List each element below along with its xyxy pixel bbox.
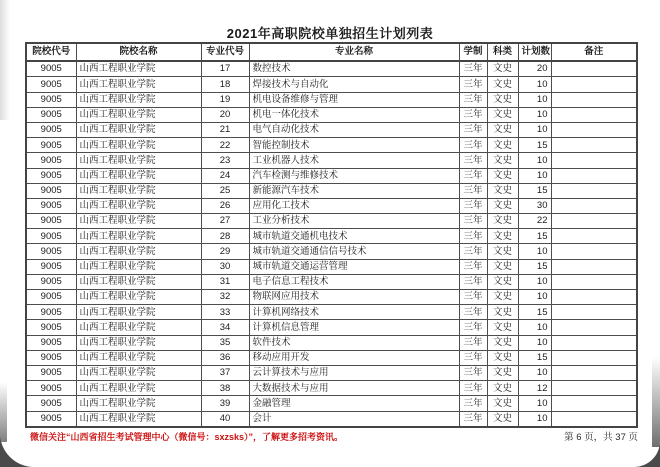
cell-duration: 三年 (459, 183, 487, 198)
cell-remark (551, 244, 637, 259)
table-row (26, 168, 637, 183)
table-body (26, 61, 637, 427)
cell-plan-count: 10 (518, 290, 551, 305)
cell-college-code: 9005 (26, 274, 76, 289)
cell-major-code: 20 (201, 107, 249, 122)
cell-remark (551, 320, 637, 335)
cell-duration: 三年 (459, 198, 487, 213)
cell-plan-count: 10 (518, 244, 551, 259)
cell-plan-count: 10 (518, 153, 551, 168)
cell-plan-count: 10 (518, 92, 551, 107)
cell-major-name: 工业机器人技术 (249, 153, 459, 168)
cell-college-code: 9005 (26, 198, 76, 213)
cell-major-code: 39 (201, 396, 249, 411)
table-row (26, 335, 637, 350)
table-row (26, 107, 637, 122)
cell-subject-type: 文史 (487, 138, 518, 153)
cell-major-name: 机电一体化技术 (249, 107, 459, 122)
table-row (26, 214, 637, 229)
table-row (26, 274, 637, 289)
cell-duration: 三年 (459, 335, 487, 350)
table-row (26, 77, 637, 92)
footer-page-number: 第 6 页，共 37 页 (564, 432, 638, 443)
cell-subject-type: 文史 (487, 244, 518, 259)
cell-duration: 三年 (459, 274, 487, 289)
cell-college-code: 9005 (26, 138, 76, 153)
header-cell-college-name: 院校名称 (76, 43, 201, 61)
cell-plan-count: 10 (518, 365, 551, 380)
cell-college-code: 9005 (26, 396, 76, 411)
cell-major-code: 38 (201, 381, 249, 396)
cell-remark (551, 77, 637, 92)
cell-subject-type: 文史 (487, 335, 518, 350)
cell-major-name: 应用化工技术 (249, 198, 459, 213)
cell-subject-type: 文史 (487, 305, 518, 320)
table-row (26, 350, 637, 365)
cell-duration: 三年 (459, 396, 487, 411)
cell-major-code: 25 (201, 183, 249, 198)
cell-plan-count: 10 (518, 77, 551, 92)
page-edge-shadow-left (0, 0, 10, 120)
cell-college-code: 9005 (26, 107, 76, 122)
cell-college-name: 山西工程职业学院 (76, 198, 201, 213)
table-row (26, 138, 637, 153)
cell-major-code: 31 (201, 274, 249, 289)
header-cell-duration: 学制 (459, 43, 487, 61)
cell-major-code: 29 (201, 244, 249, 259)
table-header (26, 43, 637, 61)
cell-major-name: 机电设备维修与管理 (249, 92, 459, 107)
cell-duration: 三年 (459, 411, 487, 427)
table-row (26, 290, 637, 305)
cell-major-name: 移动应用开发 (249, 350, 459, 365)
cell-college-code: 9005 (26, 61, 76, 77)
cell-college-code: 9005 (26, 320, 76, 335)
header-cell-plan-count: 计划数 (518, 43, 551, 61)
cell-plan-count: 30 (518, 198, 551, 213)
table-row (26, 305, 637, 320)
cell-major-name: 计算机信息管理 (249, 320, 459, 335)
cell-college-name: 山西工程职业学院 (76, 92, 201, 107)
cell-subject-type: 文史 (487, 61, 518, 77)
cell-college-name: 山西工程职业学院 (76, 229, 201, 244)
cell-college-code: 9005 (26, 168, 76, 183)
cell-major-name: 会计 (249, 411, 459, 427)
enrollment-plan-table (25, 42, 638, 428)
cell-major-name: 金融管理 (249, 396, 459, 411)
cell-duration: 三年 (459, 153, 487, 168)
cell-subject-type: 文史 (487, 214, 518, 229)
table-row (26, 122, 637, 137)
cell-remark (551, 92, 637, 107)
cell-plan-count: 15 (518, 183, 551, 198)
cell-remark (551, 122, 637, 137)
cell-plan-count: 15 (518, 350, 551, 365)
cell-college-code: 9005 (26, 259, 76, 274)
cell-college-name: 山西工程职业学院 (76, 365, 201, 380)
cell-remark (551, 198, 637, 213)
cell-duration: 三年 (459, 61, 487, 77)
cell-major-name: 电气自动化技术 (249, 122, 459, 137)
cell-subject-type: 文史 (487, 122, 518, 137)
cell-plan-count: 22 (518, 214, 551, 229)
cell-major-code: 19 (201, 92, 249, 107)
cell-subject-type: 文史 (487, 350, 518, 365)
cell-college-name: 山西工程职业学院 (76, 138, 201, 153)
cell-college-code: 9005 (26, 411, 76, 427)
cell-major-name: 城市轨道交通运营管理 (249, 259, 459, 274)
cell-major-name: 数控技术 (249, 61, 459, 77)
cell-major-code: 24 (201, 168, 249, 183)
cell-remark (551, 274, 637, 289)
table-row (26, 198, 637, 213)
table-row (26, 229, 637, 244)
cell-major-name: 工业分析技术 (249, 214, 459, 229)
table-row (26, 365, 637, 380)
cell-duration: 三年 (459, 107, 487, 122)
header-cell-subject-type: 科类 (487, 43, 518, 61)
cell-college-name: 山西工程职业学院 (76, 77, 201, 92)
cell-major-code: 35 (201, 335, 249, 350)
cell-duration: 三年 (459, 168, 487, 183)
cell-remark (551, 61, 637, 77)
header-cell-major-code: 专业代号 (201, 43, 249, 61)
cell-college-name: 山西工程职业学院 (76, 168, 201, 183)
cell-major-code: 37 (201, 365, 249, 380)
table-row (26, 259, 637, 274)
cell-remark (551, 107, 637, 122)
cell-plan-count: 10 (518, 107, 551, 122)
cell-duration: 三年 (459, 244, 487, 259)
cell-college-code: 9005 (26, 183, 76, 198)
cell-subject-type: 文史 (487, 77, 518, 92)
cell-college-name: 山西工程职业学院 (76, 61, 201, 77)
cell-duration: 三年 (459, 259, 487, 274)
cell-duration: 三年 (459, 365, 487, 380)
cell-major-code: 18 (201, 77, 249, 92)
cell-college-name: 山西工程职业学院 (76, 335, 201, 350)
page-title: 2021年高职院校单独招生计划列表 (226, 26, 434, 41)
cell-major-name: 计算机网络技术 (249, 305, 459, 320)
cell-remark (551, 411, 637, 427)
cell-plan-count: 15 (518, 229, 551, 244)
cell-college-name: 山西工程职业学院 (76, 305, 201, 320)
page-edge-shadow-right (652, 357, 660, 447)
cell-major-code: 17 (201, 61, 249, 77)
cell-college-code: 9005 (26, 229, 76, 244)
cell-major-name: 智能控制技术 (249, 138, 459, 153)
cell-major-name: 软件技术 (249, 335, 459, 350)
cell-subject-type: 文史 (487, 259, 518, 274)
table-row (26, 320, 637, 335)
cell-subject-type: 文史 (487, 183, 518, 198)
cell-subject-type: 文史 (487, 290, 518, 305)
cell-remark (551, 365, 637, 380)
cell-subject-type: 文史 (487, 198, 518, 213)
cell-subject-type: 文史 (487, 396, 518, 411)
cell-remark (551, 259, 637, 274)
cell-college-name: 山西工程职业学院 (76, 350, 201, 365)
cell-major-code: 27 (201, 214, 249, 229)
cell-major-code: 23 (201, 153, 249, 168)
cell-major-code: 34 (201, 320, 249, 335)
cell-remark (551, 138, 637, 153)
cell-remark (551, 153, 637, 168)
cell-college-code: 9005 (26, 77, 76, 92)
page-edge-shadow-left-bottom (0, 382, 7, 442)
cell-plan-count: 10 (518, 168, 551, 183)
cell-college-code: 9005 (26, 350, 76, 365)
cell-major-code: 30 (201, 259, 249, 274)
cell-plan-count: 15 (518, 138, 551, 153)
cell-plan-count: 15 (518, 305, 551, 320)
cell-plan-count: 15 (518, 259, 551, 274)
footer-wechat-notice: 微信关注“山西省招生考试管理中心（微信号：sxzsks）”，了解更多招考资讯。 (30, 432, 344, 442)
cell-plan-count: 10 (518, 122, 551, 137)
cell-college-code: 9005 (26, 290, 76, 305)
cell-subject-type: 文史 (487, 365, 518, 380)
cell-subject-type: 文史 (487, 153, 518, 168)
cell-duration: 三年 (459, 77, 487, 92)
cell-remark (551, 229, 637, 244)
cell-remark (551, 335, 637, 350)
table-row (26, 61, 637, 77)
cell-duration: 三年 (459, 381, 487, 396)
cell-major-name: 物联网应用技术 (249, 290, 459, 305)
cell-college-code: 9005 (26, 365, 76, 380)
cell-major-code: 36 (201, 350, 249, 365)
cell-college-code: 9005 (26, 244, 76, 259)
cell-subject-type: 文史 (487, 274, 518, 289)
cell-remark (551, 183, 637, 198)
cell-duration: 三年 (459, 290, 487, 305)
cell-duration: 三年 (459, 122, 487, 137)
cell-college-code: 9005 (26, 122, 76, 137)
header-cell-major-name: 专业名称 (249, 43, 459, 61)
cell-college-name: 山西工程职业学院 (76, 183, 201, 198)
cell-college-name: 山西工程职业学院 (76, 396, 201, 411)
table-row (26, 92, 637, 107)
cell-subject-type: 文史 (487, 168, 518, 183)
cell-duration: 三年 (459, 214, 487, 229)
cell-subject-type: 文史 (487, 107, 518, 122)
cell-major-name: 电子信息工程技术 (249, 274, 459, 289)
cell-college-name: 山西工程职业学院 (76, 244, 201, 259)
cell-major-name: 云计算技术与应用 (249, 365, 459, 380)
cell-college-name: 山西工程职业学院 (76, 214, 201, 229)
cell-college-code: 9005 (26, 381, 76, 396)
cell-plan-count: 10 (518, 411, 551, 427)
cell-major-code: 22 (201, 138, 249, 153)
cell-subject-type: 文史 (487, 92, 518, 107)
table-row (26, 381, 637, 396)
cell-major-code: 32 (201, 290, 249, 305)
cell-remark (551, 381, 637, 396)
cell-remark (551, 168, 637, 183)
cell-college-name: 山西工程职业学院 (76, 259, 201, 274)
cell-college-name: 山西工程职业学院 (76, 290, 201, 305)
table-row (26, 183, 637, 198)
cell-plan-count: 10 (518, 274, 551, 289)
table-row (26, 244, 637, 259)
cell-remark (551, 396, 637, 411)
cell-college-code: 9005 (26, 305, 76, 320)
cell-plan-count: 20 (518, 61, 551, 77)
table-header-row (26, 43, 637, 61)
cell-college-name: 山西工程职业学院 (76, 320, 201, 335)
cell-college-name: 山西工程职业学院 (76, 411, 201, 427)
cell-subject-type: 文史 (487, 411, 518, 427)
cell-remark (551, 350, 637, 365)
cell-college-code: 9005 (26, 214, 76, 229)
header-cell-college-code: 院校代号 (26, 43, 76, 61)
cell-duration: 三年 (459, 229, 487, 244)
cell-major-name: 城市轨道交通通信信号技术 (249, 244, 459, 259)
cell-college-name: 山西工程职业学院 (76, 274, 201, 289)
cell-plan-count: 10 (518, 320, 551, 335)
cell-duration: 三年 (459, 305, 487, 320)
cell-college-name: 山西工程职业学院 (76, 153, 201, 168)
cell-remark (551, 214, 637, 229)
cell-major-code: 21 (201, 122, 249, 137)
cell-major-name: 焊接技术与自动化 (249, 77, 459, 92)
cell-plan-count: 10 (518, 335, 551, 350)
cell-major-name: 汽车检测与维修技术 (249, 168, 459, 183)
cell-duration: 三年 (459, 350, 487, 365)
table-row (26, 411, 637, 427)
cell-subject-type: 文史 (487, 320, 518, 335)
cell-subject-type: 文史 (487, 229, 518, 244)
cell-remark (551, 290, 637, 305)
cell-college-code: 9005 (26, 92, 76, 107)
cell-duration: 三年 (459, 92, 487, 107)
cell-college-name: 山西工程职业学院 (76, 107, 201, 122)
table-row (26, 153, 637, 168)
cell-major-name: 新能源汽车技术 (249, 183, 459, 198)
cell-major-code: 40 (201, 411, 249, 427)
cell-duration: 三年 (459, 138, 487, 153)
cell-college-code: 9005 (26, 153, 76, 168)
table-row (26, 396, 637, 411)
cell-major-code: 26 (201, 198, 249, 213)
header-cell-remark: 备注 (551, 43, 637, 61)
cell-major-code: 33 (201, 305, 249, 320)
cell-college-name: 山西工程职业学院 (76, 122, 201, 137)
cell-duration: 三年 (459, 320, 487, 335)
cell-college-code: 9005 (26, 335, 76, 350)
cell-subject-type: 文史 (487, 381, 518, 396)
cell-remark (551, 305, 637, 320)
cell-major-name: 城市轨道交通机电技术 (249, 229, 459, 244)
cell-major-code: 28 (201, 229, 249, 244)
cell-major-name: 大数据技术与应用 (249, 381, 459, 396)
cell-college-name: 山西工程职业学院 (76, 381, 201, 396)
cell-plan-count: 12 (518, 381, 551, 396)
cell-plan-count: 10 (518, 396, 551, 411)
